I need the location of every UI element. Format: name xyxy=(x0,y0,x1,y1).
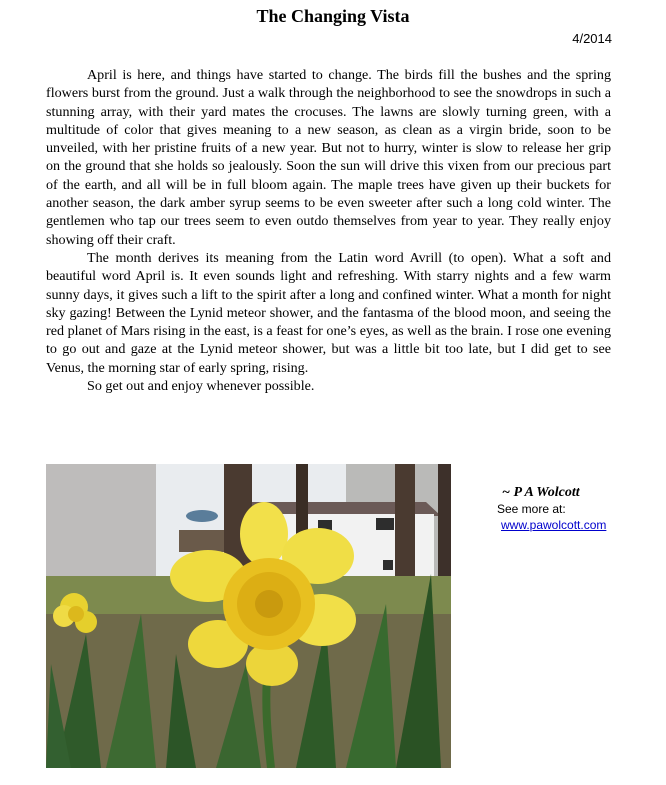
publication-date: 4/2014 xyxy=(572,31,612,46)
paragraph-1: April is here, and things have started to change. The birds fill the bushes and the spring flowers burst from the ground. Just a walk through the neighborhood to see the snowdrops in such a stunning array, with their yard mates the crocuses. The lawns are slowly turning green, with a multitude of color that gives meaning to a new season, as clean as a virgin bride, soon to be unveiled, with her pristine fruits of a new year. But not to hurry, winter is slow to release her grip on the ground that she holds so jealously. Soon the sun will drive this vixen from our precious part of the earth, and all will be in full bloom again. The maple trees have given up their buckets for another season, the dark amber syrup seems to be even sweeter after such a long cold winter. The gentlemen who tap our trees seem to even outdo themselves from year to year. They really enjoy showing off their craft. xyxy=(46,67,611,248)
page-title: The Changing Vista xyxy=(256,6,410,26)
paragraph-3: So get out and enjoy whenever possible. xyxy=(87,378,315,395)
paragraph-2: The month derives its meaning from the Latin word Avrill (to open). What a soft and beautiful word April is. It even sounds light and refreshing. With starry nights and a few warm sunny days, it gives such a lift to the spirit after a long and confined winter. What a month for night sky gazing! Between the Lynid meteor shower, and the fantasma of the blood moon, and seeing the red planet of Mars rising in the east, is a feast for one’s eyes, as well as the brain. I rose one evening to go out and gaze at the Lynid meteor shower, but was a little bit too late, but I did get to see Venus, the morning star of early spring, rising. xyxy=(46,249,611,376)
daffodil-photo xyxy=(46,464,451,768)
see-more-label: See more at: xyxy=(497,502,566,516)
author-signature: ~ P A Wolcott xyxy=(502,485,580,500)
article-body xyxy=(46,66,611,395)
website-link[interactable]: www.pawolcott.com xyxy=(501,518,607,532)
